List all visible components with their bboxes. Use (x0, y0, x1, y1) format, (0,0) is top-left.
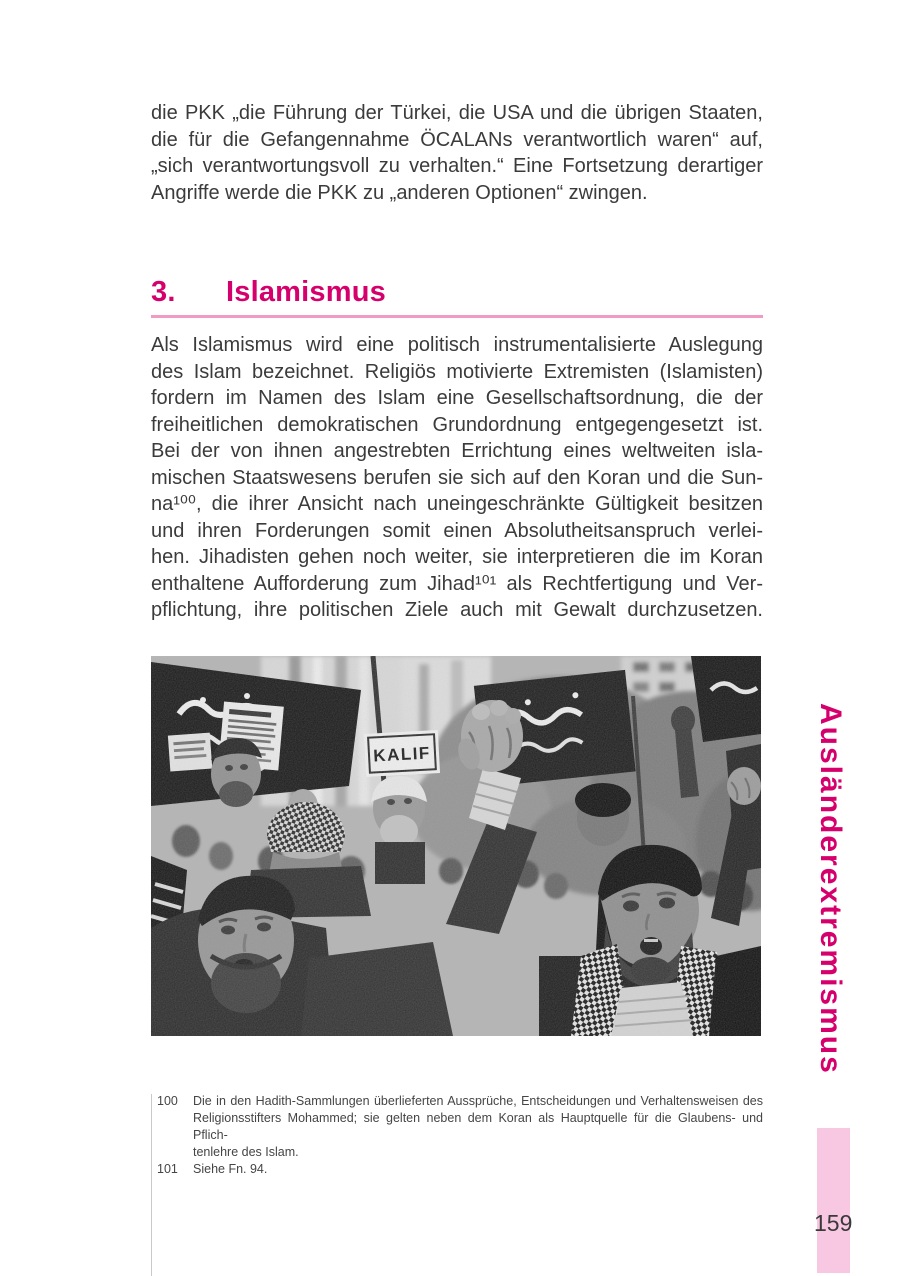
section-rule (151, 315, 763, 318)
footnote-text (193, 1093, 763, 1161)
section-number: 3. (151, 276, 176, 308)
text-line: des Islam bezeichnet. Religiös motivierte Extremisten (Islamisten) (151, 360, 763, 383)
footnote-100 (157, 1093, 763, 1161)
photo-grain-overlay (151, 656, 761, 1036)
page-number: 159 (814, 1210, 853, 1236)
section-title: Islamismus (226, 276, 386, 308)
footnote-number: 100 (157, 1094, 178, 1108)
text-line: die PKK „die Führung der Türkei, die USA und die übrigen Staaten, (151, 102, 763, 124)
text-line: Als Islamismus wird eine politisch instrumentalisierte Auslegung (151, 334, 763, 356)
text-line: Angriffe werde die PKK zu „anderen Optionen“ zwingen. (151, 181, 648, 204)
text-line: „sich verantwortungsvoll zu verhalten.“ Eine Fortsetzung derartiger (151, 155, 763, 177)
text-line: enthaltene Aufforderung zum Jihad¹⁰¹ als Rechtfertigung und Ver- (151, 572, 763, 595)
text-line: und ihren Forderungen somit einen Absolutheitsanspruch verlei- (151, 519, 763, 542)
demonstration-photo-graphic (151, 656, 761, 1036)
chapter-sidebar-label: Ausländerextremismus (814, 703, 847, 1075)
intro-paragraph (151, 100, 763, 206)
footnote-number: 101 (157, 1162, 178, 1176)
footnote-101 (157, 1161, 763, 1178)
text-line: die für die Gefangennahme ÖCALANs verantwortlich waren“ auf, (151, 128, 763, 151)
text-line: Bei der von ihnen angestrebten Errichtung eines weltweiten isla- (151, 440, 763, 462)
page-tab (817, 1128, 850, 1273)
section-heading (151, 276, 763, 309)
body-paragraph (151, 332, 763, 624)
text-line: pflichtung, ihre politischen Ziele auch mit Gewalt durchzusetzen. (151, 599, 763, 621)
text-line: Religionsstifters Mohammed; sie gelten neben dem Koran als Hauptquelle für die Glaubens- und Pflich- (193, 1111, 763, 1142)
text-line: mischen Staatswesens berufen sie sich auf den Koran und die Sun- (151, 466, 763, 489)
footnote-text (193, 1161, 763, 1178)
text-line: Siehe Fn. 94. (193, 1162, 268, 1176)
text-line: freiheitlichen demokratischen Grundordnung entgegengesetzt ist. (151, 413, 763, 436)
text-line: hen. Jihadisten gehen noch weiter, sie interpretieren die im Koran (151, 546, 763, 568)
demonstration-photo (151, 656, 761, 1036)
text-line: fordern im Namen des Islam eine Gesellschaftsordnung, die der (151, 387, 763, 409)
text-line: tenlehre des Islam. (193, 1145, 299, 1159)
text-line: Die in den Hadith-Sammlungen überlieferten Aussprüche, Entscheidungen und Verhaltensweisen des (193, 1094, 763, 1108)
text-line: na¹⁰⁰, die ihrer Ansicht nach uneingeschränkte Gültigkeit besitzen (151, 493, 763, 515)
footnotes-block (157, 1093, 763, 1178)
margin-rule (151, 1094, 152, 1276)
